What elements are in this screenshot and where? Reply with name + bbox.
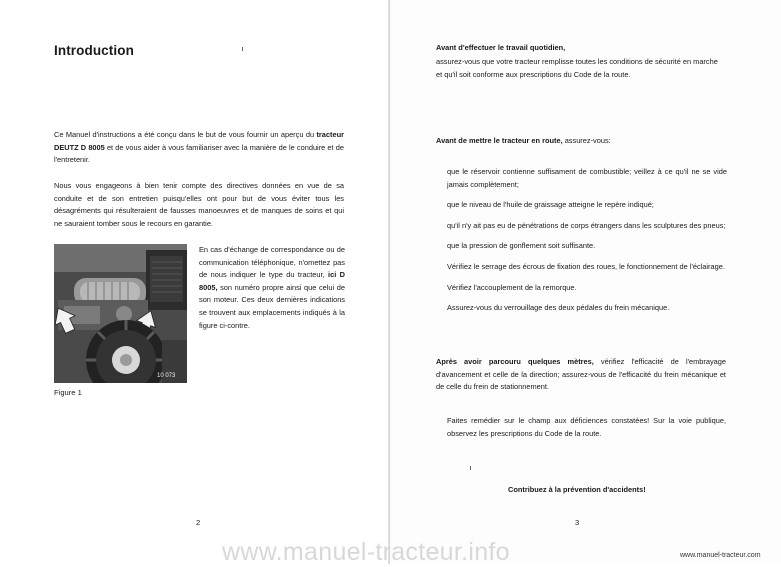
checklist-item: que le réservoir contienne suffisament de combustible; veillez à ce qu'il ne se vide jamais complètement; bbox=[447, 167, 727, 189]
figure-caption: Figure 1 bbox=[54, 388, 82, 397]
tractor-engine-illustration bbox=[54, 244, 187, 383]
model-reference-bold: ici D 8005, bbox=[199, 270, 346, 292]
left-page bbox=[0, 0, 390, 564]
watermark: www.manuel-tracteur.info bbox=[222, 538, 510, 566]
checklist-item: que la pression de gonflement soit suffisante. bbox=[447, 241, 596, 251]
stray-mark bbox=[470, 466, 471, 470]
checklist-item: que le niveau de l'huile de graissage atteigne le repère indiqué; bbox=[447, 200, 654, 210]
stray-mark bbox=[242, 47, 243, 51]
correspondence-paragraph bbox=[199, 244, 345, 332]
before-drive-rest: assurez-vous: bbox=[562, 136, 611, 145]
tractor-model-bold: tracteur DEUTZ D 8005 bbox=[54, 130, 344, 152]
checklist-item: Assurez-vous du verrouillage des deux pédales du frein mécanique. bbox=[447, 303, 670, 313]
daily-work-heading: Avant d'effectuer le travail quotidien, bbox=[436, 43, 566, 52]
page-heading: Introduction bbox=[54, 43, 134, 58]
guidelines-paragraph: Nous vous engageons à bien tenir compte des directives données en vue de sa conduite et de son entretien puisqu'elles ont pour but de vous éviter tous les désagréments qui résulteraient de fausses manoeuvres et de manques de soins et qui ne sauraient tomber sous le recours en garantie. bbox=[54, 181, 344, 228]
checklist-item: Vérifiez le serrage des écrous de fixation des roues, le fonctionnement de l'éclairage. bbox=[447, 261, 725, 271]
figure-code-label: 10 073 bbox=[157, 373, 176, 379]
before-drive-bold: Avant de mettre le tracteur en route, bbox=[436, 136, 563, 145]
before-drive-heading bbox=[436, 136, 611, 145]
tractor-engine-photo bbox=[54, 244, 187, 383]
site-url: www.manuel-tracteur.com bbox=[680, 552, 761, 559]
page-number-left: 2 bbox=[196, 518, 201, 527]
repair-paragraph: Faites remédier sur le champ aux déficiences constatées! Sur la voie publique, observez les prescriptions du Code de la route. bbox=[447, 416, 726, 438]
after-few-meters-paragraph bbox=[436, 356, 726, 394]
accident-prevention-slogan: Contribuez à la prévention d'accidents! bbox=[508, 485, 646, 494]
daily-work-text: assurez-vous que votre tracteur remplisse toutes les conditions de sécurité en marche et qu'il soit conforme aux prescriptions du Code de la route. bbox=[436, 57, 718, 79]
after-few-meters-rest: vérifiez l'efficacité de l'embrayage d'avancement et celle de la direction; assurez-vous de l'efficacité du frein mécanique et de celle du frein de stationnement. bbox=[436, 357, 726, 392]
after-few-meters-bold: Après avoir parcouru quelques mètres, bbox=[436, 357, 594, 366]
intro-paragraph bbox=[54, 129, 344, 167]
checklist-item: Vérifiez l'accouplement de la remorque. bbox=[447, 282, 577, 292]
page-number-right: 3 bbox=[575, 518, 580, 527]
correspondence-text-post: son numéro propre ainsi que celui de son moteur. Ces deux dernières indications se trouvent aux emplacements indiqués à la figure ci-contre. bbox=[199, 282, 345, 330]
intro-text-post: et de vous aider à vous familiariser avec la manière de le conduire et de l'entretenir. bbox=[54, 142, 344, 165]
correspondence-text-pre: En cas d'échange de correspondance ou de communication téléphonique, n'omettez pas de nous indiquer le type du tracteur, bbox=[199, 245, 345, 280]
intro-text-pre: Ce Manuel d'instructions a été conçu dans le but de vous fournir un aperçu du bbox=[54, 130, 317, 139]
checklist-item: qu'il n'y ait pas eu de pénétrations de corps étrangers dans les sculptures des pneus; bbox=[447, 220, 726, 230]
pre-drive-checklist bbox=[447, 166, 727, 323]
